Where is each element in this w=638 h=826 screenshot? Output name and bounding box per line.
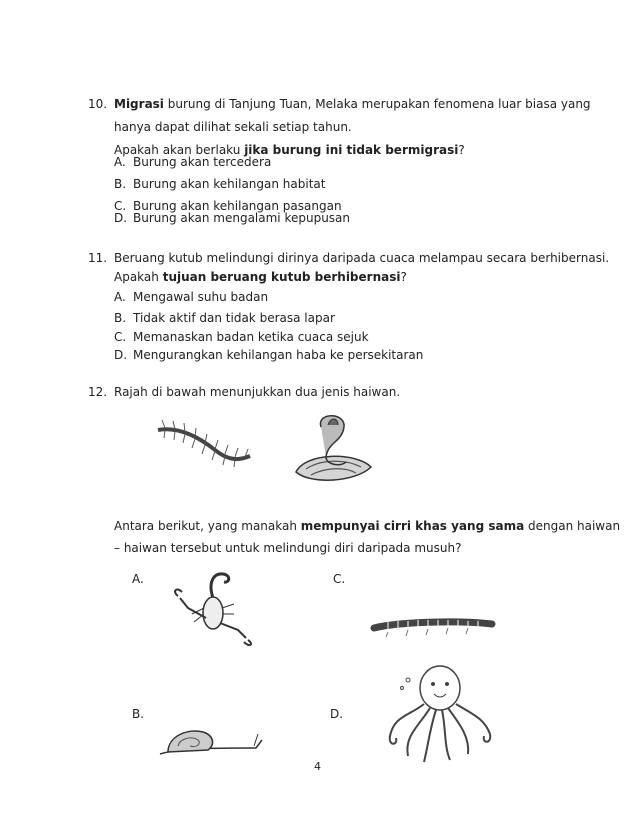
choice-b-label[interactable]: B.	[132, 707, 145, 721]
option-c[interactable]: C. Memanaskan badan ketika cuaca sejuk	[114, 330, 369, 344]
choice-a-label[interactable]: A.	[132, 572, 144, 586]
option-a[interactable]: A. Mengawal suhu badan	[114, 290, 269, 304]
question-prompt: Antara berikut, yang manakah mempunyai cirri khas yang sama dengan haiwan	[114, 519, 621, 533]
question-number: 10.	[88, 97, 108, 111]
choice-d-label[interactable]: D.	[330, 707, 344, 721]
centipede-illustration	[150, 418, 255, 468]
choice-c-label[interactable]: C.	[333, 572, 346, 586]
question-text: Beruang kutub melindungi dirinya daripada cuaca melampau secara berhibernasi.	[114, 251, 610, 265]
option-d[interactable]: D. Burung akan mengalami kepupusan	[114, 211, 351, 225]
option-d[interactable]: D. Mengurangkan kehilangan haba ke persekitaran	[114, 348, 424, 362]
question-text: – haiwan tersebut untuk melindungi diri daripada musuh?	[114, 541, 462, 555]
page-number: 4	[314, 760, 321, 773]
scorpion-illustration[interactable]	[168, 568, 256, 646]
cobra-illustration	[286, 407, 382, 487]
question-text: Migrasi burung di Tanjung Tuan, Melaka merupakan fenomena luar biasa yang	[114, 97, 591, 111]
option-b[interactable]: B. Burung akan kehilangan habitat	[114, 177, 326, 191]
option-c[interactable]: C. Burung akan kehilangan pasangan	[114, 199, 342, 213]
question-prompt: Apakah tujuan beruang kutub berhibernasi?	[114, 270, 407, 284]
question-prompt: Apakah akan berlaku jika burung ini tidak bermigrasi?	[114, 143, 465, 157]
question-text: hanya dapat dilihat sekali setiap tahun.	[114, 120, 352, 134]
question-text: Rajah di bawah menunjukkan dua jenis haiwan.	[114, 385, 401, 399]
octopus-illustration[interactable]	[384, 656, 496, 766]
millipede-illustration[interactable]	[368, 614, 498, 638]
option-a[interactable]: A. Burung akan tercedera	[114, 155, 272, 169]
question-number: 12.	[88, 385, 108, 399]
option-b[interactable]: B. Tidak aktif dan tidak berasa lapar	[114, 311, 335, 325]
question-number: 11.	[88, 251, 108, 265]
snail-illustration[interactable]	[158, 726, 264, 756]
